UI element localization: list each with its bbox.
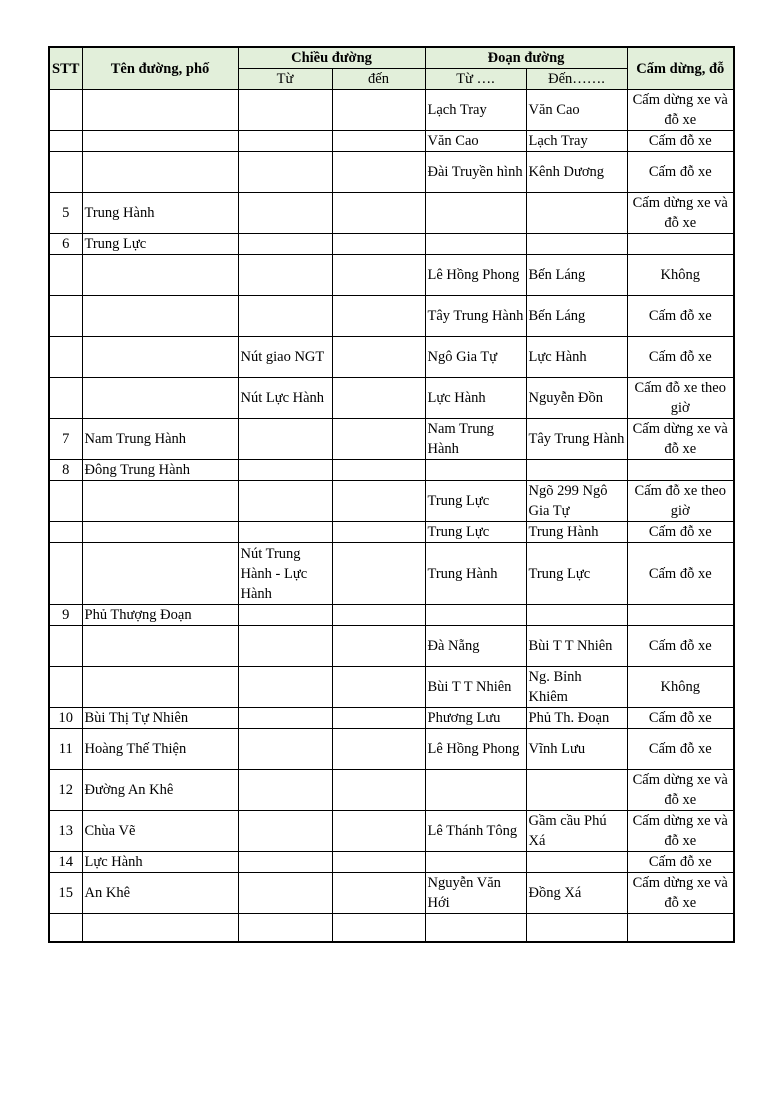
table-row xyxy=(49,460,734,481)
table-row xyxy=(49,852,734,873)
cell-direction-from xyxy=(238,90,332,131)
cell-street: Nam Trung Hành xyxy=(82,419,238,460)
cell-segment-to: Vĩnh Lưu xyxy=(526,729,627,770)
header-direction-from: Từ xyxy=(238,69,332,90)
cell-direction-from xyxy=(238,255,332,296)
cell-direction-from xyxy=(238,708,332,729)
cell-segment-to xyxy=(526,460,627,481)
cell-street: An Khê xyxy=(82,873,238,914)
cell-segment-from: Ngô Gia Tự xyxy=(425,337,526,378)
cell-street: Chùa Vẽ xyxy=(82,811,238,852)
cell-restriction: Cấm đỗ xe xyxy=(627,852,734,873)
cell-segment-from: Lê Hồng Phong xyxy=(425,255,526,296)
cell-segment-to: Phủ Th. Đoạn xyxy=(526,708,627,729)
cell-segment-to: Lực Hành xyxy=(526,337,627,378)
cell-restriction: Cấm đỗ xe xyxy=(627,708,734,729)
cell-street: Hoàng Thế Thiện xyxy=(82,729,238,770)
cell-street: Đông Trung Hành xyxy=(82,460,238,481)
header-street: Tên đường, phố xyxy=(82,47,238,90)
cell-direction-from: Nút Trung Hành - Lực Hành xyxy=(238,543,332,605)
table-row xyxy=(49,811,734,852)
header-direction-to: đến xyxy=(332,69,425,90)
cell-segment-from: Nguyễn Văn Hới xyxy=(425,873,526,914)
cell-segment-to xyxy=(526,914,627,942)
cell-street xyxy=(82,667,238,708)
cell-segment-to xyxy=(526,605,627,626)
cell-direction-from xyxy=(238,605,332,626)
cell-street: Lực Hành xyxy=(82,852,238,873)
cell-restriction: Cấm đỗ xe xyxy=(627,729,734,770)
table-row xyxy=(49,605,734,626)
table-row xyxy=(49,729,734,770)
cell-direction-to xyxy=(332,460,425,481)
cell-restriction: Cấm đỗ xe xyxy=(627,626,734,667)
cell-street xyxy=(82,131,238,152)
cell-stt xyxy=(49,296,82,337)
cell-direction-from: Nút giao NGT xyxy=(238,337,332,378)
table-row xyxy=(49,234,734,255)
cell-segment-to: Trung Lực xyxy=(526,543,627,605)
cell-segment-to: Văn Cao xyxy=(526,90,627,131)
cell-restriction: Cấm đỗ xe xyxy=(627,337,734,378)
cell-stt xyxy=(49,522,82,543)
cell-stt xyxy=(49,626,82,667)
cell-direction-from xyxy=(238,770,332,811)
cell-direction-from xyxy=(238,131,332,152)
cell-segment-to: Bến Láng xyxy=(526,296,627,337)
cell-restriction: Cấm đỗ xe xyxy=(627,152,734,193)
cell-restriction: Cấm đỗ xe xyxy=(627,522,734,543)
cell-segment-from: Lê Thánh Tông xyxy=(425,811,526,852)
cell-restriction: Cấm dừng xe và đỗ xe xyxy=(627,193,734,234)
cell-direction-to xyxy=(332,296,425,337)
cell-segment-to: Ng. Bỉnh Khiêm xyxy=(526,667,627,708)
cell-direction-from xyxy=(238,234,332,255)
header-stt: STT xyxy=(49,47,82,90)
table-row xyxy=(49,522,734,543)
header-segment: Đoạn đường xyxy=(425,47,627,69)
cell-street xyxy=(82,914,238,942)
cell-segment-from xyxy=(425,234,526,255)
cell-segment-from: Đà Nẵng xyxy=(425,626,526,667)
cell-direction-from xyxy=(238,481,332,522)
cell-street: Trung Hành xyxy=(82,193,238,234)
cell-direction-to xyxy=(332,667,425,708)
cell-segment-to: Nguyễn Đồn xyxy=(526,378,627,419)
cell-direction-to xyxy=(332,131,425,152)
cell-direction-to xyxy=(332,770,425,811)
cell-direction-from xyxy=(238,296,332,337)
cell-stt: 6 xyxy=(49,234,82,255)
cell-segment-to: Gầm cầu Phú Xá xyxy=(526,811,627,852)
cell-direction-to xyxy=(332,152,425,193)
cell-segment-to: Kênh Dương xyxy=(526,152,627,193)
cell-segment-to xyxy=(526,234,627,255)
cell-direction-to xyxy=(332,419,425,460)
cell-restriction xyxy=(627,605,734,626)
cell-direction-from xyxy=(238,914,332,942)
table-row xyxy=(49,296,734,337)
table-row xyxy=(49,667,734,708)
cell-restriction: Không xyxy=(627,667,734,708)
cell-segment-from: Lê Hồng Phong xyxy=(425,729,526,770)
cell-direction-to xyxy=(332,605,425,626)
cell-direction-from xyxy=(238,811,332,852)
cell-restriction: Cấm đỗ xe xyxy=(627,543,734,605)
cell-segment-to xyxy=(526,193,627,234)
header-direction: Chiều đường xyxy=(238,47,425,69)
header-segment-from: Từ …. xyxy=(425,69,526,90)
cell-segment-to: Đồng Xá xyxy=(526,873,627,914)
cell-segment-to: Ngõ 299 Ngô Gia Tự xyxy=(526,481,627,522)
header-segment-to: Đến……. xyxy=(526,69,627,90)
cell-direction-to xyxy=(332,90,425,131)
cell-direction-to xyxy=(332,852,425,873)
table-row xyxy=(49,626,734,667)
cell-street xyxy=(82,543,238,605)
cell-stt xyxy=(49,667,82,708)
cell-direction-to xyxy=(332,522,425,543)
cell-direction-to xyxy=(332,873,425,914)
cell-stt xyxy=(49,543,82,605)
cell-restriction: Cấm đỗ xe theo giờ xyxy=(627,481,734,522)
cell-segment-to: Tây Trung Hành xyxy=(526,419,627,460)
cell-street: Trung Lực xyxy=(82,234,238,255)
cell-segment-from xyxy=(425,605,526,626)
cell-stt xyxy=(49,378,82,419)
cell-segment-from: Tây Trung Hành xyxy=(425,296,526,337)
cell-direction-from xyxy=(238,419,332,460)
cell-restriction: Cấm đỗ xe theo giờ xyxy=(627,378,734,419)
cell-direction-from xyxy=(238,460,332,481)
parking-restriction-table xyxy=(48,46,735,943)
cell-segment-to xyxy=(526,852,627,873)
cell-stt xyxy=(49,152,82,193)
cell-segment-from xyxy=(425,460,526,481)
cell-stt xyxy=(49,481,82,522)
cell-direction-to xyxy=(332,337,425,378)
cell-stt: 13 xyxy=(49,811,82,852)
cell-direction-from xyxy=(238,873,332,914)
cell-street xyxy=(82,481,238,522)
cell-direction-from xyxy=(238,729,332,770)
cell-segment-from xyxy=(425,914,526,942)
cell-segment-from: Trung Lực xyxy=(425,481,526,522)
cell-stt xyxy=(49,131,82,152)
cell-segment-from: Trung Lực xyxy=(425,522,526,543)
cell-segment-from: Phương Lưu xyxy=(425,708,526,729)
table-row xyxy=(49,770,734,811)
cell-stt: 15 xyxy=(49,873,82,914)
cell-segment-to: Lạch Tray xyxy=(526,131,627,152)
cell-restriction: Cấm đỗ xe xyxy=(627,296,734,337)
table-row xyxy=(49,193,734,234)
cell-street xyxy=(82,378,238,419)
cell-stt xyxy=(49,914,82,942)
cell-direction-from xyxy=(238,852,332,873)
cell-direction-from xyxy=(238,152,332,193)
cell-direction-to xyxy=(332,729,425,770)
cell-stt: 7 xyxy=(49,419,82,460)
cell-stt xyxy=(49,337,82,378)
table-row xyxy=(49,708,734,729)
table-row xyxy=(49,131,734,152)
table-row xyxy=(49,152,734,193)
cell-restriction: Cấm đỗ xe xyxy=(627,131,734,152)
cell-segment-from: Nam Trung Hành xyxy=(425,419,526,460)
cell-direction-from xyxy=(238,626,332,667)
cell-segment-from xyxy=(425,770,526,811)
table-body xyxy=(49,90,734,942)
cell-restriction: Cấm dừng xe và đỗ xe xyxy=(627,873,734,914)
cell-segment-to xyxy=(526,770,627,811)
cell-restriction: Cấm dừng xe và đỗ xe xyxy=(627,90,734,131)
cell-restriction: Cấm dừng xe và đỗ xe xyxy=(627,811,734,852)
cell-segment-from: Lực Hành xyxy=(425,378,526,419)
cell-direction-to xyxy=(332,708,425,729)
cell-stt: 12 xyxy=(49,770,82,811)
cell-segment-to: Bùi T T Nhiên xyxy=(526,626,627,667)
cell-direction-from xyxy=(238,667,332,708)
cell-segment-from: Trung Hành xyxy=(425,543,526,605)
cell-stt: 9 xyxy=(49,605,82,626)
cell-street: Bùi Thị Tự Nhiên xyxy=(82,708,238,729)
cell-direction-to xyxy=(332,378,425,419)
cell-direction-from: Nút Lực Hành xyxy=(238,378,332,419)
cell-segment-from: Văn Cao xyxy=(425,131,526,152)
cell-segment-from: Đài Truyền hình xyxy=(425,152,526,193)
cell-street: Đường An Khê xyxy=(82,770,238,811)
cell-street xyxy=(82,90,238,131)
table-row xyxy=(49,873,734,914)
cell-segment-from xyxy=(425,193,526,234)
table-row xyxy=(49,255,734,296)
cell-segment-from xyxy=(425,852,526,873)
table-row xyxy=(49,481,734,522)
cell-direction-from xyxy=(238,193,332,234)
cell-street xyxy=(82,337,238,378)
cell-street xyxy=(82,522,238,543)
cell-stt: 11 xyxy=(49,729,82,770)
cell-restriction xyxy=(627,914,734,942)
cell-direction-to xyxy=(332,481,425,522)
cell-restriction: Cấm dừng xe và đỗ xe xyxy=(627,419,734,460)
cell-restriction: Không xyxy=(627,255,734,296)
table-row xyxy=(49,337,734,378)
cell-segment-from: Lạch Tray xyxy=(425,90,526,131)
cell-segment-to: Trung Hành xyxy=(526,522,627,543)
cell-street xyxy=(82,296,238,337)
table-row xyxy=(49,914,734,942)
cell-direction-to xyxy=(332,543,425,605)
table-row xyxy=(49,419,734,460)
cell-stt: 14 xyxy=(49,852,82,873)
cell-street xyxy=(82,626,238,667)
cell-direction-to xyxy=(332,914,425,942)
cell-stt: 10 xyxy=(49,708,82,729)
cell-direction-to xyxy=(332,234,425,255)
table-row xyxy=(49,90,734,131)
cell-restriction: Cấm dừng xe và đỗ xe xyxy=(627,770,734,811)
cell-segment-to: Bến Láng xyxy=(526,255,627,296)
cell-direction-to xyxy=(332,811,425,852)
table-row xyxy=(49,543,734,605)
cell-stt xyxy=(49,90,82,131)
cell-direction-from xyxy=(238,522,332,543)
table-row xyxy=(49,378,734,419)
cell-direction-to xyxy=(332,626,425,667)
cell-direction-to xyxy=(332,255,425,296)
header-restriction: Cấm dừng, đỗ xyxy=(627,47,734,90)
cell-street xyxy=(82,255,238,296)
cell-stt: 8 xyxy=(49,460,82,481)
cell-stt xyxy=(49,255,82,296)
cell-street: Phủ Thượng Đoạn xyxy=(82,605,238,626)
cell-restriction xyxy=(627,234,734,255)
cell-segment-from: Bùi T T Nhiên xyxy=(425,667,526,708)
cell-stt: 5 xyxy=(49,193,82,234)
cell-street xyxy=(82,152,238,193)
cell-restriction xyxy=(627,460,734,481)
cell-direction-to xyxy=(332,193,425,234)
